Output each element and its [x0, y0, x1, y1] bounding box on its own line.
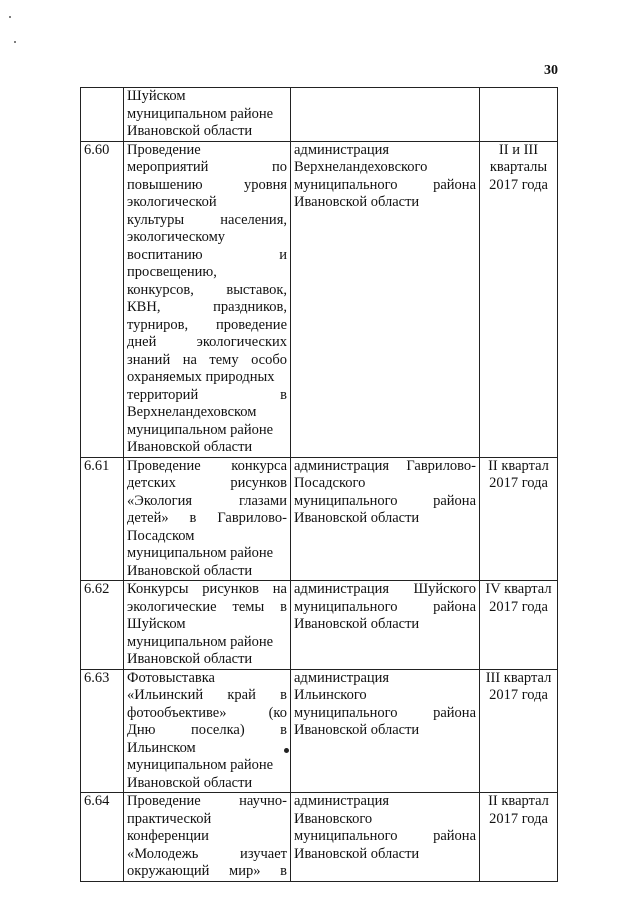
event-cell [124, 669, 291, 793]
event-cell-line: Фотовыставка [127, 669, 215, 686]
executor-cell-line: Ивановской области [294, 510, 420, 526]
event-cell-line: Дню поселка) в [127, 722, 287, 738]
event-cell-line: экологическому [127, 229, 226, 245]
event-cell-line: практической [127, 810, 212, 827]
executor-cell-line: муниципального района [294, 492, 476, 509]
table-row [81, 88, 558, 142]
event-cell-line: Ивановской области [127, 123, 253, 139]
event-cell-line: охраняемых природных [127, 369, 275, 385]
event-cell-line: Ивановской области [127, 562, 253, 579]
executor-cell-line: администрация [294, 793, 390, 809]
event-cell [124, 457, 291, 581]
executor-cell-line: Ивановской области [294, 722, 420, 738]
row-number: 6.62 [81, 581, 124, 670]
event-cell-line: детских рисунков [127, 475, 287, 491]
executor-cell-line: администрация [294, 141, 390, 158]
event-cell-line: Верхнеландеховском [127, 404, 257, 420]
term-cell [480, 669, 558, 793]
term-cell-line: 2017 года [489, 687, 548, 703]
scan-speck [14, 41, 16, 43]
event-cell-line: конкурсов, выставок, [127, 281, 287, 298]
executor-cell-line: муниципального района [294, 704, 476, 721]
event-cell-line: Проведение научно- [127, 793, 287, 809]
executor-cell-line: администрация Шуйского [294, 581, 476, 597]
event-cell-line: КВН, праздников, [127, 299, 287, 315]
executor-cell-line: Ивановской области [294, 845, 420, 862]
term-cell-line: III квартал [485, 669, 552, 686]
executor-cell [291, 141, 480, 457]
event-cell-line: окружающий мир» в [127, 863, 287, 879]
row-number: 6.60 [81, 141, 124, 457]
executor-cell-line: Ильинского [294, 687, 367, 703]
event-cell-line: Проведение [127, 141, 201, 158]
event-cell-line: муниципальном районе [127, 421, 274, 438]
event-cell-line: Проведение конкурса [127, 457, 287, 474]
event-cell-line: детей» в Гаврилово- [127, 510, 287, 526]
event-cell [124, 141, 291, 457]
event-cell-line: дней экологических [127, 334, 287, 350]
page-number: 30 [544, 63, 558, 78]
table-row [81, 793, 558, 882]
executor-cell-line: Посадского [294, 475, 366, 491]
term-cell-line: II квартал [488, 793, 549, 809]
event-cell-line: Ивановской области [127, 651, 253, 667]
executor-cell [291, 669, 480, 793]
event-cell-line: Шуйском [127, 616, 186, 632]
executor-cell-line: муниципального района [294, 176, 476, 193]
term-cell-line: 2017 года [489, 176, 548, 193]
event-cell [124, 793, 291, 882]
executor-cell-line: Ивановской области [294, 194, 420, 210]
event-cell-line: просвещению, [127, 264, 217, 280]
executor-cell-line: администрация Гаврилово- [294, 457, 476, 474]
executor-cell-line: муниципального района [294, 828, 476, 844]
event-cell-line: воспитанию и [127, 246, 287, 263]
event-cell-line: конференции [127, 828, 209, 844]
event-cell-line: «Молодежь изучает [127, 845, 287, 862]
term-cell [480, 581, 558, 670]
event-cell-line: знаний на тему особо [127, 351, 287, 368]
table-row [81, 141, 558, 457]
executor-cell [291, 457, 480, 581]
scan-mark [284, 748, 289, 753]
term-cell [480, 793, 558, 882]
term-cell-line: 2017 года [489, 598, 548, 615]
event-cell-line: «Экология глазами [127, 492, 287, 509]
executor-cell [291, 793, 480, 882]
event-cell-line: «Ильинский край в [127, 687, 287, 703]
executor-cell [291, 581, 480, 670]
event-cell-line: Конкурсы рисунков на [127, 581, 287, 597]
executor-cell-line: администрация [294, 669, 390, 686]
event-cell-line: экологической [127, 194, 217, 210]
term-cell-line: II квартал [488, 457, 549, 474]
event-cell-line: культуры населения, [127, 211, 287, 228]
event-cell [124, 88, 291, 142]
event-cell-line: муниципальном районе [127, 757, 274, 773]
event-cell-line: территорий в [127, 386, 287, 403]
executor-cell-line: Ивановской области [294, 616, 420, 632]
event-cell-line: муниципальном районе [127, 105, 274, 122]
event-cell-line: Шуйском [127, 88, 186, 104]
executor-cell-line: Верхнеландеховского [294, 159, 428, 175]
row-number: 6.64 [81, 793, 124, 882]
event-cell-line: Ивановской области [127, 774, 253, 791]
table-row [81, 581, 558, 670]
event-cell [124, 581, 291, 670]
event-cell-line: турниров, проведение [127, 316, 287, 333]
executor-cell-line: Ивановского [294, 810, 373, 827]
scan-speck [9, 16, 11, 18]
event-cell-line: Ильинском [127, 739, 196, 756]
event-cell-line: фотообъективе» (ко [127, 704, 287, 721]
event-cell-line: муниципальном районе [127, 633, 274, 650]
row-number: 6.61 [81, 457, 124, 581]
event-cell-line: мероприятий по [127, 159, 287, 175]
event-cell-line: экологические темы в [127, 598, 287, 615]
table-row [81, 669, 558, 793]
executor-cell [291, 88, 480, 142]
term-cell-line: IV квартал [485, 581, 552, 597]
term-cell [480, 88, 558, 142]
event-cell-line: Ивановской области [127, 439, 253, 455]
term-cell-line: 2017 года [489, 810, 548, 827]
executor-cell-line: муниципального района [294, 598, 476, 615]
term-cell-line: 2017 года [489, 475, 548, 491]
events-table [80, 87, 558, 882]
row-number: 6.63 [81, 669, 124, 793]
event-cell-line: повышению уровня [127, 176, 287, 193]
term-cell-line: II и III [498, 141, 539, 158]
table-row [81, 457, 558, 581]
term-cell [480, 457, 558, 581]
row-number [81, 88, 124, 142]
term-cell-line: кварталы [489, 159, 548, 175]
event-cell-line: муниципальном районе [127, 545, 274, 561]
events-table-body [81, 88, 558, 882]
event-cell-line: Посадском [127, 527, 195, 544]
term-cell [480, 141, 558, 457]
